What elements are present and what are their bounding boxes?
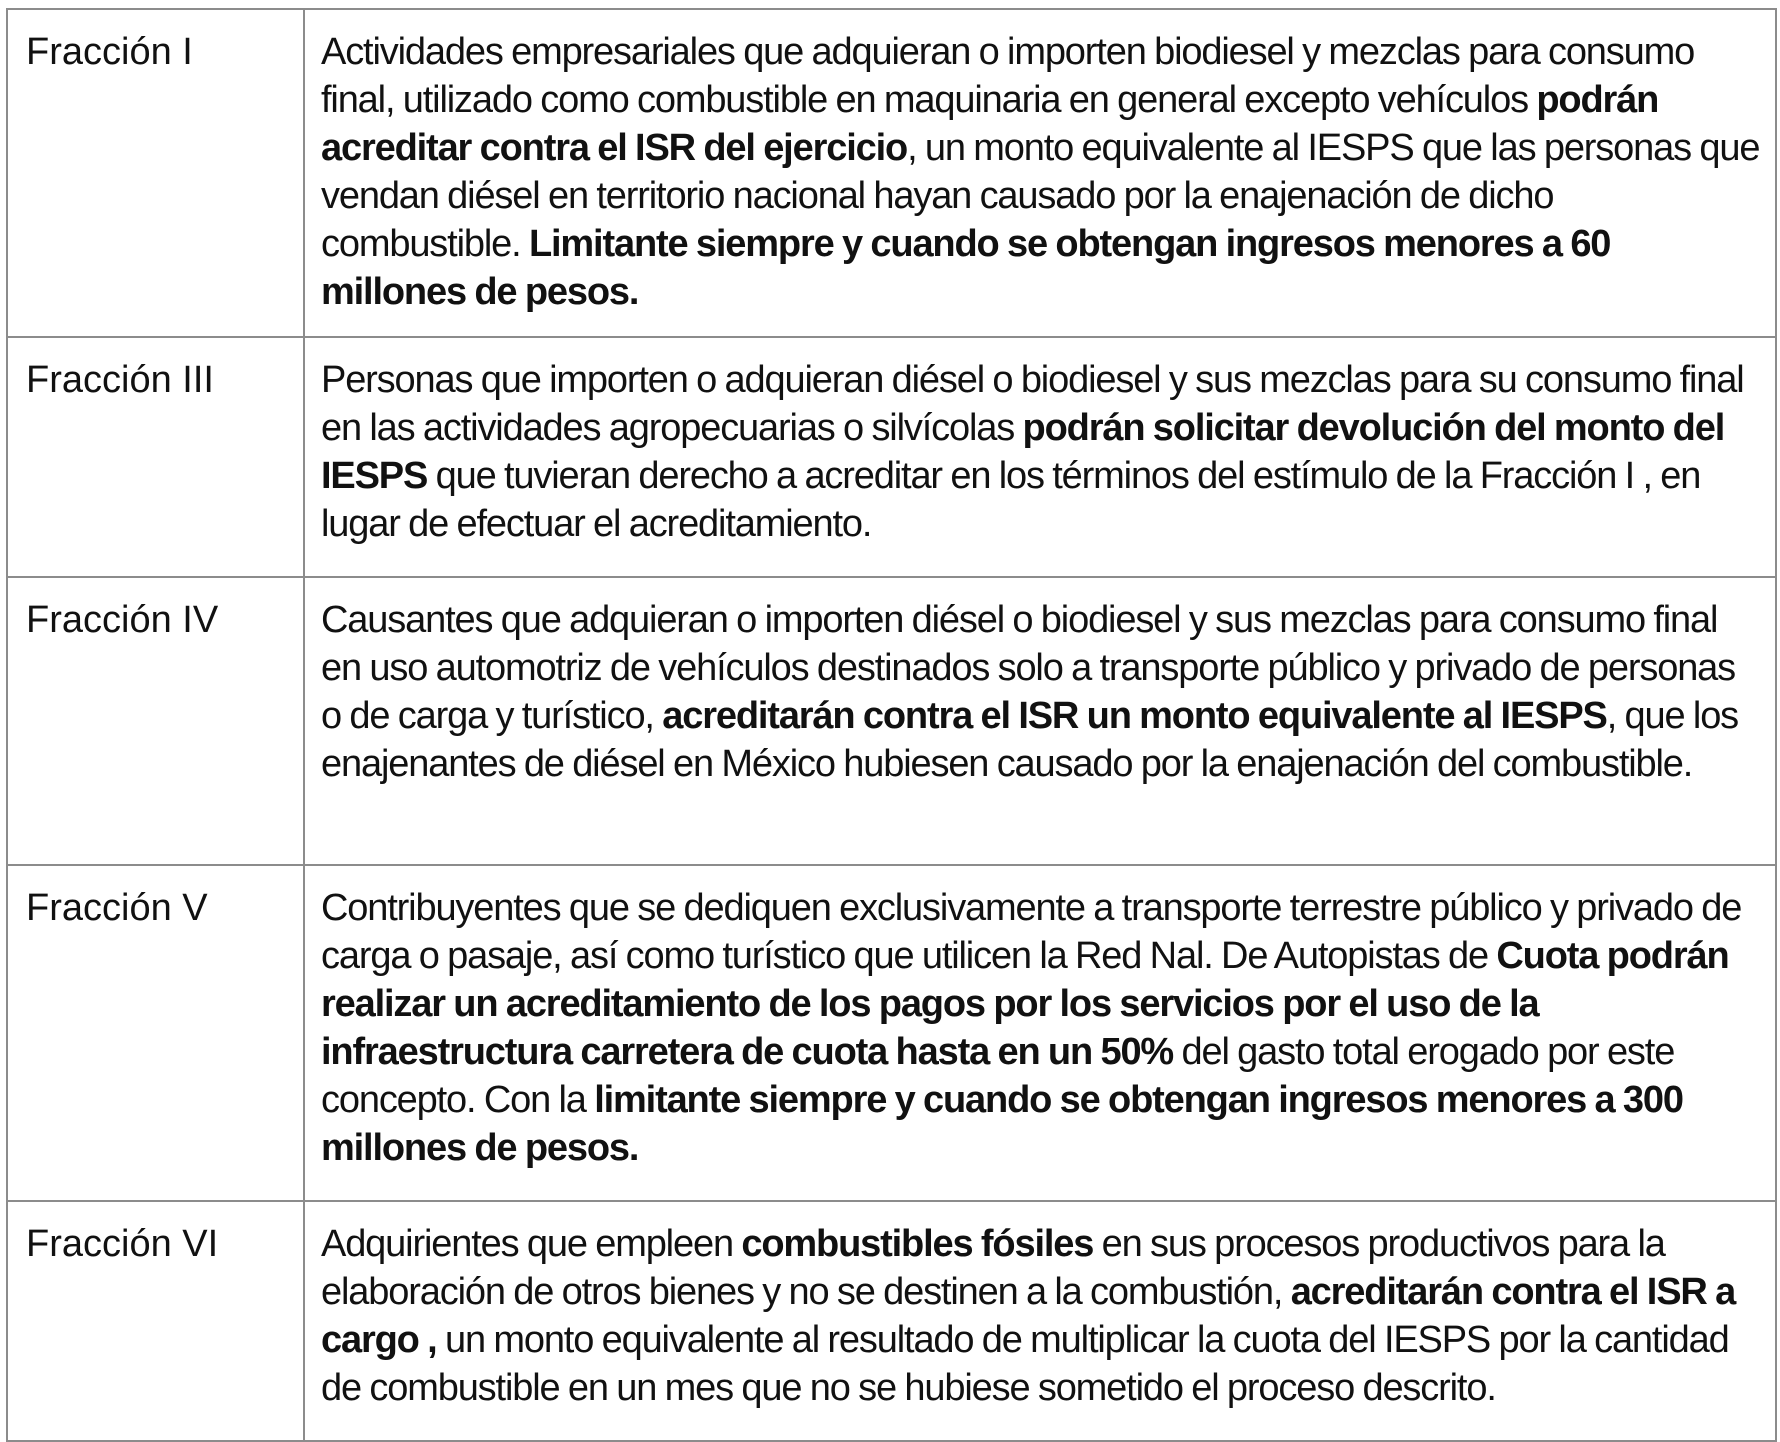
fraction-description — [304, 1201, 1776, 1441]
description-text-bold: podrán acreditar contra el ISR del ejercicio — [321, 79, 1659, 169]
fraction-label: Fracción I — [7, 9, 304, 337]
description-text: , que los enajenantes de diésel en México hubiesen causado por la enajenación del combustible. — [321, 695, 1739, 785]
fraction-label: Fracción V — [7, 865, 304, 1201]
table-row — [7, 865, 1776, 1201]
description-text-bold: combustibles fósiles — [741, 1223, 1094, 1265]
description-text: Personas que importen o adquieran diésel o biodiesel y sus mezclas para su consumo final en las actividades agropecuarias o silvícolas — [321, 359, 1744, 449]
fraction-label: Fracción VI — [7, 1201, 304, 1441]
stimulus-table — [6, 8, 1777, 1442]
description-text: Causantes que adquieran o importen diésel o biodiesel y sus mezclas para consumo final en uso automotriz de vehículos destinados solo a transporte público y privado de personas o de carga y turístico, — [321, 599, 1736, 737]
description-text-bold: Cuota podrán realizar un acreditamiento de los pagos por los servicios por el uso de la infraestructura carretera de cuota hasta en un 50% — [321, 935, 1729, 1073]
description-text-bold: acreditarán contra el ISR a cargo , — [321, 1271, 1736, 1361]
description-text: Contribuyentes que se dediquen exclusivamente a transporte terrestre público y privado de carga o pasaje, así como turístico que utilicen la Red Nal. De Autopistas de — [321, 887, 1742, 977]
description-text-bold: podrán solicitar devolución del monto del IESPS — [321, 407, 1725, 497]
table-row — [7, 337, 1776, 577]
fraction-label: Fracción IV — [7, 577, 304, 865]
description-text: que tuvieran derecho a acreditar en los términos del estímulo de la Fracción I , en lugar de efectuar el acreditamiento. — [321, 455, 1701, 545]
description-text: Actividades empresariales que adquieran o importen biodiesel y mezclas para consumo final, utilizado como combustible en maquinaria en general excepto vehículos — [321, 31, 1695, 121]
fraction-description — [304, 9, 1776, 337]
description-text: , un monto equivalente al IESPS que las personas que vendan diésel en territorio nacional hayan causado por la enajenación de dicho combustible. — [321, 127, 1760, 265]
fraction-description — [304, 865, 1776, 1201]
table-row — [7, 1201, 1776, 1441]
table-row — [7, 577, 1776, 865]
description-text-bold: Limitante siempre y cuando se obtengan ingresos menores a 60 millones de pesos. — [321, 223, 1611, 313]
description-text: un monto equivalente al resultado de multiplicar la cuota del IESPS por la cantidad de combustible en un mes que no se hubiese sometido el proceso descrito. — [321, 1319, 1729, 1409]
fraction-description — [304, 337, 1776, 577]
description-text: del gasto total erogado por este concepto. Con la — [321, 1031, 1675, 1121]
description-text-bold: acreditarán contra el ISR un monto equivalente al IESPS — [662, 695, 1607, 737]
stimulus-table-container — [6, 8, 1777, 1442]
fraction-label: Fracción III — [7, 337, 304, 577]
table-row — [7, 9, 1776, 337]
description-text-bold: limitante siempre y cuando se obtengan ingresos menores a 300 millones de pesos. — [321, 1079, 1683, 1169]
description-text: en sus procesos productivos para la elaboración de otros bienes y no se destinen a la combustión, — [321, 1223, 1665, 1313]
fraction-description — [304, 577, 1776, 865]
description-text: Adquirientes que empleen — [321, 1223, 742, 1265]
